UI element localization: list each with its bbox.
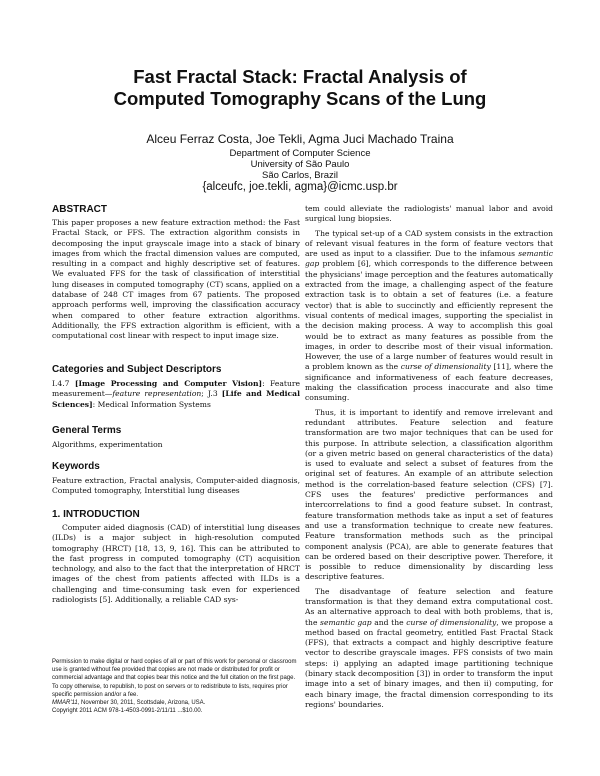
affiliation-univ: University of São Paulo xyxy=(250,159,350,170)
right-column xyxy=(305,204,553,714)
keywords-heading: Keywords xyxy=(52,461,100,472)
affiliation-city: São Carlos, Brazil xyxy=(261,170,339,181)
r3-italic-b: curse of dimensionality xyxy=(406,617,497,627)
cat-bold-1: [Image Processing and Computer Vision] xyxy=(74,379,263,388)
abstract-text xyxy=(52,218,300,342)
r3-italic-a: semantic gap xyxy=(320,617,372,627)
cat-text-2: : Feature measurement— xyxy=(52,379,300,399)
venue-name: MMAR'11, xyxy=(52,700,80,707)
r1-text-a: The typical set-up of a CAD system consists in the extraction of relevant visual features in the form of feature vectors that are used as input to a classifier. Due to the infamous xyxy=(305,228,553,259)
cat-bold-2: [Life and Medical Sciences] xyxy=(52,389,300,409)
copyright-footnote xyxy=(52,658,300,715)
right-paragraph-0: tem could alleviate the radiologists' manual labor and avoid surgical lung biopsies. xyxy=(305,204,553,224)
venue-line xyxy=(52,699,300,707)
cat-italic-1: feature representation xyxy=(112,389,202,399)
cat-text-3: ; J.3 xyxy=(201,389,222,399)
affiliation-dept: Department of Computer Science xyxy=(229,148,371,159)
abstract-heading: ABSTRACT xyxy=(52,204,107,215)
general-terms-text: Algorithms, experimentation xyxy=(52,440,163,449)
categories-heading: Categories and Subject Descriptors xyxy=(52,364,222,375)
general-terms-heading: General Terms xyxy=(52,425,122,436)
r1-text-c: [11], where the significance and informativeness of each feature decreases, making the classification process inaccurate and also time consuming. xyxy=(305,362,553,403)
permission-text: Permission to make digital or hard copies of all or part of this work for personal or classroom use is granted without fee provided that copies are not made or distributed for profit or commercial advantage and that copies bear this notice and the full citation on the first page. To copy otherwise, to republish, to post on servers or to redistribute to lists, requires prior specific permission and/or a fee. xyxy=(52,659,297,698)
author-block xyxy=(60,132,540,194)
right-paragraph-3 xyxy=(305,587,553,711)
keywords-text: Feature extraction, Fractal analysis, Computer-aided diagnosis, Computed tomography, Interstitial lung diseases xyxy=(52,476,300,496)
r1-italic-b: curse of dimensionality xyxy=(400,362,491,372)
r3-text-c: , we propose a method based on fractal geometry, entitled Fast Fractal Stack (FFS), that extracts a compact and highly descriptive feature vector to describe grayscale images. FFS consists of two main steps: i) applying an adapted image partitioning technique (binary stack decomposition [3]) in order to transform the input image into a set of binary images, and then ii) computing, for each binary image, the fractal dimension corresponding to its regions' boundaries. xyxy=(305,617,553,709)
author-emails: {alceufc, joe.tekli, agma}@icmc.usp.br xyxy=(202,181,398,193)
intro-paragraph-1: Computer aided diagnosis (CAD) of interstitial lung diseases (ILDs) is a major subject in high-resolution computed tomography (HRCT) [18, 13, 9, 16]. This can be attributed to the fast progress in computed tomography (CT) acquisition technology, and also to the fact that the interpretation of HRCT images of the chest from patients affected with ILDs is a challenging and time-consuming task even for experienced radiologists [5]. Additionally, a reliable CAD sys- xyxy=(52,523,300,605)
r1-text-b: problem [6], which corresponds to the difference between the physicians' image perception and the features automatically extracted from the image, a challenging aspect of the feature extraction task is to obtain a set of features (i.e. a feature vector) that is able to succinctly and efficiently represent the visual contents of medical images, supporting the specialist in the decision making process. A way to accomplish this goal would be to extract as many features as possible from the images, in order to describe most of their visual information. However, the use of a large number of features would result in a problem known as the xyxy=(305,259,553,372)
right-paragraph-1 xyxy=(305,229,553,404)
paper-title xyxy=(40,66,560,110)
right-paragraph-2: Thus, it is important to identify and remove irrelevant and redundant attributes. Feature selection and feature transformation are two major techniques that can be used for this purpose. In attribute selection, a classification algorithm (or a given metric based on general characteristics of the data) is used to evaluate and select a subset of features from the original set of features. An example of an attribute selection method is the correlation-based feature selection (CFS) [7]. CFS uses the features' predictive performances and intercorrelations to find a good feature subset. In contrast, feature transformation methods take as input a set of features and use a transformation technique to create new features. Feature transformation methods such as the principal component analysis (PCA), are able to generate features that can be ordered based on their descriptive power. Therefore, it is possible to reduce dimensionality by discarding less descriptive features. xyxy=(305,407,553,582)
cat-text-1: I.4.7 xyxy=(52,379,75,388)
venue-details: November 30, 2011, Scottsdale, Arizona, USA. xyxy=(79,700,206,707)
title-line-2: Computed Tomography Scans of the Lung xyxy=(113,88,487,109)
introduction-heading: 1. INTRODUCTION xyxy=(52,509,140,520)
r1-italic-a: semantic gap xyxy=(305,249,553,269)
cat-text-4: : Medical Information Systems xyxy=(92,399,211,409)
copyright-line: Copyright 2011 ACM 978-1-4503-0991-2/11/11 ...$10.00. xyxy=(52,708,203,715)
r3-text-a: The disadvantage of feature selection and feature transformation is that they demand extra computational cost. As an alternative approach to deal with both problems, that is, the xyxy=(305,586,553,627)
abstract-paragraph: This paper proposes a new feature extraction method: the Fast Fractal Stack, or FFS. The extraction algorithm consists in decomposing the input grayscale image into a stack of binary images from which the fractal dimension values are computed, resulting in a compact and highly descriptive set of features. We evaluated FFS for the task of classification of interstitial lung diseases in computed tomography (CT) scans, applied on a database of 248 CT images from 67 patients. The proposed approach performs well, improving the classification accuracy when compared to other feature extraction algorithms. Additionally, the FFS extraction algorithm is efficient, with a computational cost linear with respect to input image size. xyxy=(52,218,300,341)
title-line-1: Fast Fractal Stack: Fractal Analysis of xyxy=(133,66,467,87)
categories-text xyxy=(52,379,300,410)
r3-text-b: and the xyxy=(371,617,407,627)
authors: Alceu Ferraz Costa, Joe Tekli, Agma Juci Machado Traina xyxy=(146,132,454,146)
